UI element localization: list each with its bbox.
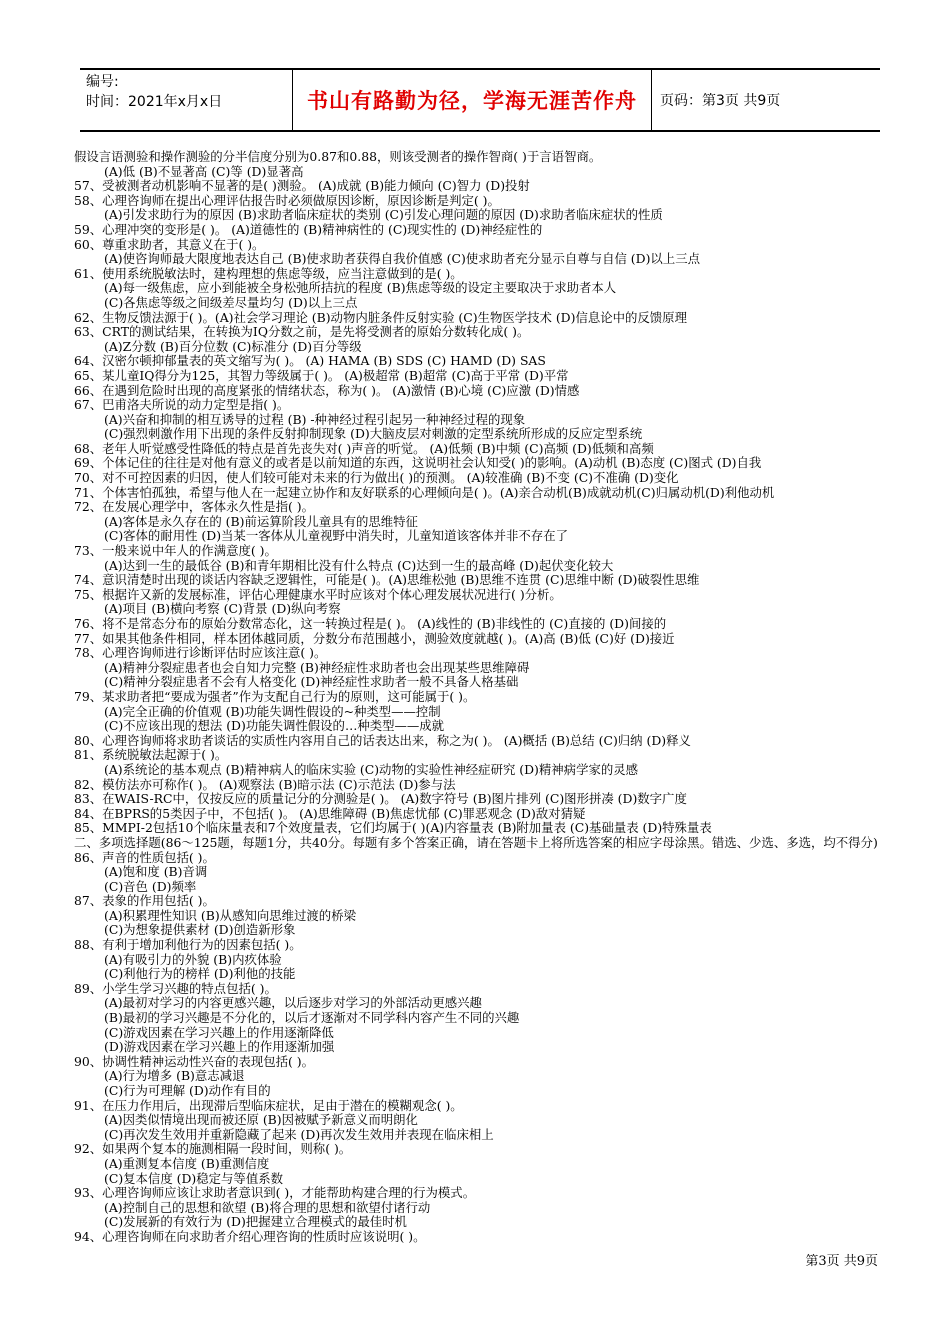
question-line: 62、生物反馈法源于( )。(A)社会学习理论 (B)动物内脏条件反射实验 (C)生物医学技术 (D)信息论中的反馈原理 [74, 310, 687, 325]
question-line: 73、一般来说中年人的作满意度( )。 [74, 544, 277, 559]
option-line: (C)复本信度 (D)稳定与等值系数 [104, 1171, 283, 1186]
page-header [80, 68, 880, 132]
option-line: (C)音色 (D)频率 [104, 879, 197, 894]
question-line: 78、心理咨询师进行诊断评估时应该注意( )。 [74, 646, 327, 661]
time-label: 时间：2021年x月x日 [86, 94, 223, 110]
option-line: (C)为想象提供素材 (D)创造新形象 [104, 923, 296, 938]
option-line: (A)精神分裂症患者也会自知力完整 (B)神经症性求助者也会出现某些思维障碍 [104, 660, 530, 675]
number-label: 编号: [86, 74, 119, 90]
question-line: 65、某儿童IQ得分为125，其智力等级属于( )。 (A)极超常 (B)超常 (C)高于平常 (D)平常 [74, 368, 569, 383]
question-line: 91、在压力作用后，出现滞后型临床症状，足由于潜在的模糊观念( )。 [74, 1098, 463, 1113]
header-info [80, 70, 293, 130]
question-line: 63、CRT的测试结果，在转换为IQ分数之前，是先将受测者的原始分数转化成( )。 [74, 325, 530, 340]
question-line: 二、多项选择题(86～125题，每题1分，共40分。每题有多个答案正确，请在答题卡上将所选答案的相应字母涂黑。错选、少选、多选，均不得分) [74, 835, 878, 850]
question-content [74, 150, 882, 1245]
question-line: 84、在BPRS的5类因子中，不包括( )。 (A)思维障碍 (B)焦虑忧郁 (C)罪恶观念 (D)敌对猜疑 [74, 806, 586, 821]
option-line: (A)有吸引力的外貌 (B)内疚体验 [104, 952, 282, 967]
option-line: (C)不应该出现的想法 (D)功能失调性假设的…种类型——成就 [104, 719, 445, 734]
question-line: 81、系统脱敏法起源于( )。 [74, 748, 228, 763]
question-line: 87、表象的作用包括( )。 [74, 894, 215, 909]
question-line: 61、使用系统脱敏法时，建构理想的焦虑等级，应当注意做到的是( )。 [74, 266, 463, 281]
option-line: (A)达到一生的最低谷 (B)和青年期相比没有什么特点 (C)达到一生的最高峰 (D)起伏变化较大 [104, 558, 614, 573]
option-line: (A)重测复本信度 (B)重测信度 [104, 1156, 270, 1171]
option-line: (C)精神分裂症患者不会有人格变化 (D)神经症性求助者一般不具备人格基础 [104, 675, 519, 690]
option-line: (A)完全正确的价值观 (B)功能失调性假设的~种类型——控制 [104, 704, 441, 719]
option-line: (C)强烈刺激作用下出现的条件反射抑制现象 (D)大脑皮层对刺激的定型系统所形成的反应定型系统 [104, 427, 643, 442]
question-line: 74、意识清楚时出现的谈话内容缺乏逻辑性，可能是( )。(A)思维松弛 (B)思维不连贯 (C)思维中断 (D)破裂性思维 [74, 573, 700, 588]
option-line: (B)最初的学习兴趣是不分化的，以后才逐渐对不同学科内容产生不同的兴趣 [104, 1011, 520, 1026]
question-line: 85、MMPI-2包括10个临床量表和7个效度量表，它们均属于( )(A)内容量表 (B)附加量表 (C)基础量表 (D)特殊量表 [74, 821, 712, 836]
option-line: (C)再次发生效用并重新隐藏了起来 (D)再次发生效用并表现在临床相上 [104, 1127, 494, 1142]
option-line: (A)行为增多 (B)意志减退 [104, 1069, 245, 1084]
question-line: 79、某求助者把“要成为强者”作为支配自己行为的原则，这可能属于( )。 [74, 689, 476, 704]
option-line: (A)每一级焦虑，应小到能被全身松弛所拮抗的程度 (B)焦虑等级的设定主要取决于求助者本人 [104, 281, 617, 296]
option-line: (A)系统论的基本观点 (B)精神病人的临床实验 (C)动物的实验性神经症研究 (D)精神病学家的灵感 [104, 762, 639, 777]
question-line: 58、心理咨询师在提出心理评估报告时必须做原因诊断，原因诊断是判定( )。 [74, 193, 500, 208]
option-line: (C)客体的耐用性 (D)当某一客体从儿童视野中消失时，儿童知道该客体并非不存在了 [104, 529, 568, 544]
question-line: 89、小学生学习兴趣的特点包括( )。 [74, 981, 277, 996]
question-line: 86、声音的性质包括( )。 [74, 850, 215, 865]
question-line: 94、心理咨询师在向求助者介绍心理咨询的性质时应该说明( )。 [74, 1229, 426, 1244]
question-line: 71、个体害怕孤独，希望与他人在一起建立协作和友好联系的心理倾向是( )。(A)亲合动机(B)成就动机(C)归属动机(D)利他动机 [74, 485, 775, 500]
question-line: 59、心理冲突的变形是( )。 (A)道德性的 (B)精神病性的 (C)现实性的 (D)神经症性的 [74, 222, 543, 237]
option-line: (A)因类似情境出现而被还原 (B)因被赋予新意义而明朗化 [104, 1113, 418, 1128]
option-line: (A)引发求助行为的原因 (B)求助者临床症状的类别 (C)引发心理问题的原因 (D)求助者临床症状的性质 [104, 208, 663, 223]
question-line: 93、心理咨询师应该让求助者意识到( )，才能帮助构建合理的行为模式。 [74, 1186, 476, 1201]
question-line: 90、协调性精神运动性兴奋的表现包括( )。 [74, 1054, 315, 1069]
option-line: (A)低 (B)不显著高 (C)等 (D)显著高 [104, 164, 304, 179]
question-line: 66、在遇到危险时出现的高度紧张的情绪状态，称为( )。 (A)激情 (B)心境 (C)应激 (D)情感 [74, 383, 580, 398]
question-line: 88、有利于增加利他行为的因素包括( )。 [74, 938, 302, 953]
option-line: (A)使咨询师最大限度地表达自己 (B)使求助者获得自我价值感 (C)使求助者充分显示自尊与自信 (D)以上三点 [104, 252, 700, 267]
question-line: 假设言语测验和操作测验的分半信度分别为0.87和0.88，则该受测者的操作智商( )于言语智商。 [74, 150, 602, 164]
option-line: (A)兴奋和抑制的相互诱导的过程 (B) -种神经过程引起另一种神经过程的现象 [104, 412, 526, 427]
option-line: (A)控制自己的思想和欲望 (B)将合理的思想和欲望付诸行动 [104, 1200, 431, 1215]
question-line: 92、如果两个复本的施测相隔一段时间，则称( )。 [74, 1142, 352, 1157]
option-line: (A)最初对学习的内容更感兴趣，以后逐步对学习的外部活动更感兴趣 [104, 996, 482, 1011]
question-line: 60、尊重求助者，其意义在于( )。 [74, 237, 265, 252]
option-line: (C)各焦虑等级之间级差尽量均匀 (D)以上三点 [104, 295, 358, 310]
question-line: 72、在发展心理学中，客体永久性是指( )。 [74, 500, 315, 515]
header-motto: 书山有路勤为径，学海无涯苦作舟 [293, 70, 652, 130]
option-line: (A)项目 (B)横向考察 (C)背景 (D)纵向考察 [104, 602, 341, 617]
option-line: (C)行为可理解 (D)动作有目的 [104, 1084, 271, 1098]
question-line: 64、汉密尔顿抑郁量表的英文缩写为( )。 (A) HAMA (B) SDS (C) HAMD (D) SAS [74, 354, 546, 369]
option-line: (C)发展新的有效行为 (D)把握建立合理模式的最佳时机 [104, 1215, 407, 1230]
option-line: (A)饱和度 (B)音调 [104, 865, 208, 880]
question-line: 68、老年人听觉感受性降低的特点是首先丧失对( )声音的听觉。 (A)低频 (B)中频 (C)高频 (D)低频和高频 [74, 441, 654, 456]
option-line: (A)积累理性知识 (B)从感知向思维过渡的桥梁 [104, 908, 356, 923]
question-line: 77、如果其他条件相同，样本团体越同质，分数分布范围越小，测验效度就越( )。(A)高 (B)低 (C)好 (D)接近 [74, 631, 675, 646]
question-line: 82、模仿法亦可称作( )。 (A)观察法 (B)暗示法 (C)示范法 (D)参与法 [74, 777, 456, 792]
option-line: (A)Z分数 (B)百分位数 (C)标准分 (D)百分等级 [104, 339, 362, 354]
question-line: 76、将不是常态分布的原始分数常态化，这一转换过程是( )。 (A)线性的 (B)非线性的 (C)直接的 (D)间接的 [74, 617, 667, 631]
page-footer: 第3页 共9页 [805, 1254, 878, 1269]
question-line: 69、个体记住的往往是对他有意义的或者是以前知道的东西，这说明社会认知受( )的影响。(A)动机 (B)态度 (C)图式 (D)自我 [74, 456, 762, 471]
question-line: 57、受被测者动机影响不显著的是( )测验。 (A)成就 (B)能力倾向 (C)智力 (D)投射 [74, 179, 530, 194]
question-line: 70、对不可控因素的归因，使人们较可能对未来的行为做出( )的预测。 (A)较准确 (B)不变 (C)不准确 (D)变化 [74, 471, 679, 486]
question-line: 83、在WAIS-RC中，仅按反应的质量记分的分测验是( )。 (A)数字符号 (B)图片排列 (C)图形拼凑 (D)数字广度 [74, 792, 687, 807]
question-line: 75、根据许又新的发展标准，评估心理健康水平时应该对个体心理发展状况进行( )分析。 [74, 587, 562, 602]
option-line: (C)利他行为的榜样 (D)利他的技能 [104, 967, 296, 982]
option-line: (C)游戏因素在学习兴趣上的作用逐渐降低 [104, 1025, 334, 1040]
header-page-label: 页码：第3页 共9页 [660, 93, 781, 109]
option-line: (A)客体是永久存在的 (B)前运算阶段儿童具有的思维特征 [104, 514, 418, 529]
question-line: 67、巴甫洛夫所说的动力定型是指( )。 [74, 398, 290, 413]
option-line: (D)游戏因素在学习兴趣上的作用逐渐加强 [104, 1040, 335, 1055]
question-line: 80、心理咨询师将求助者谈话的实质性内容用自己的话表达出来，称之为( )。 (A)概括 (B)总结 (C)归纳 (D)释义 [74, 733, 691, 748]
